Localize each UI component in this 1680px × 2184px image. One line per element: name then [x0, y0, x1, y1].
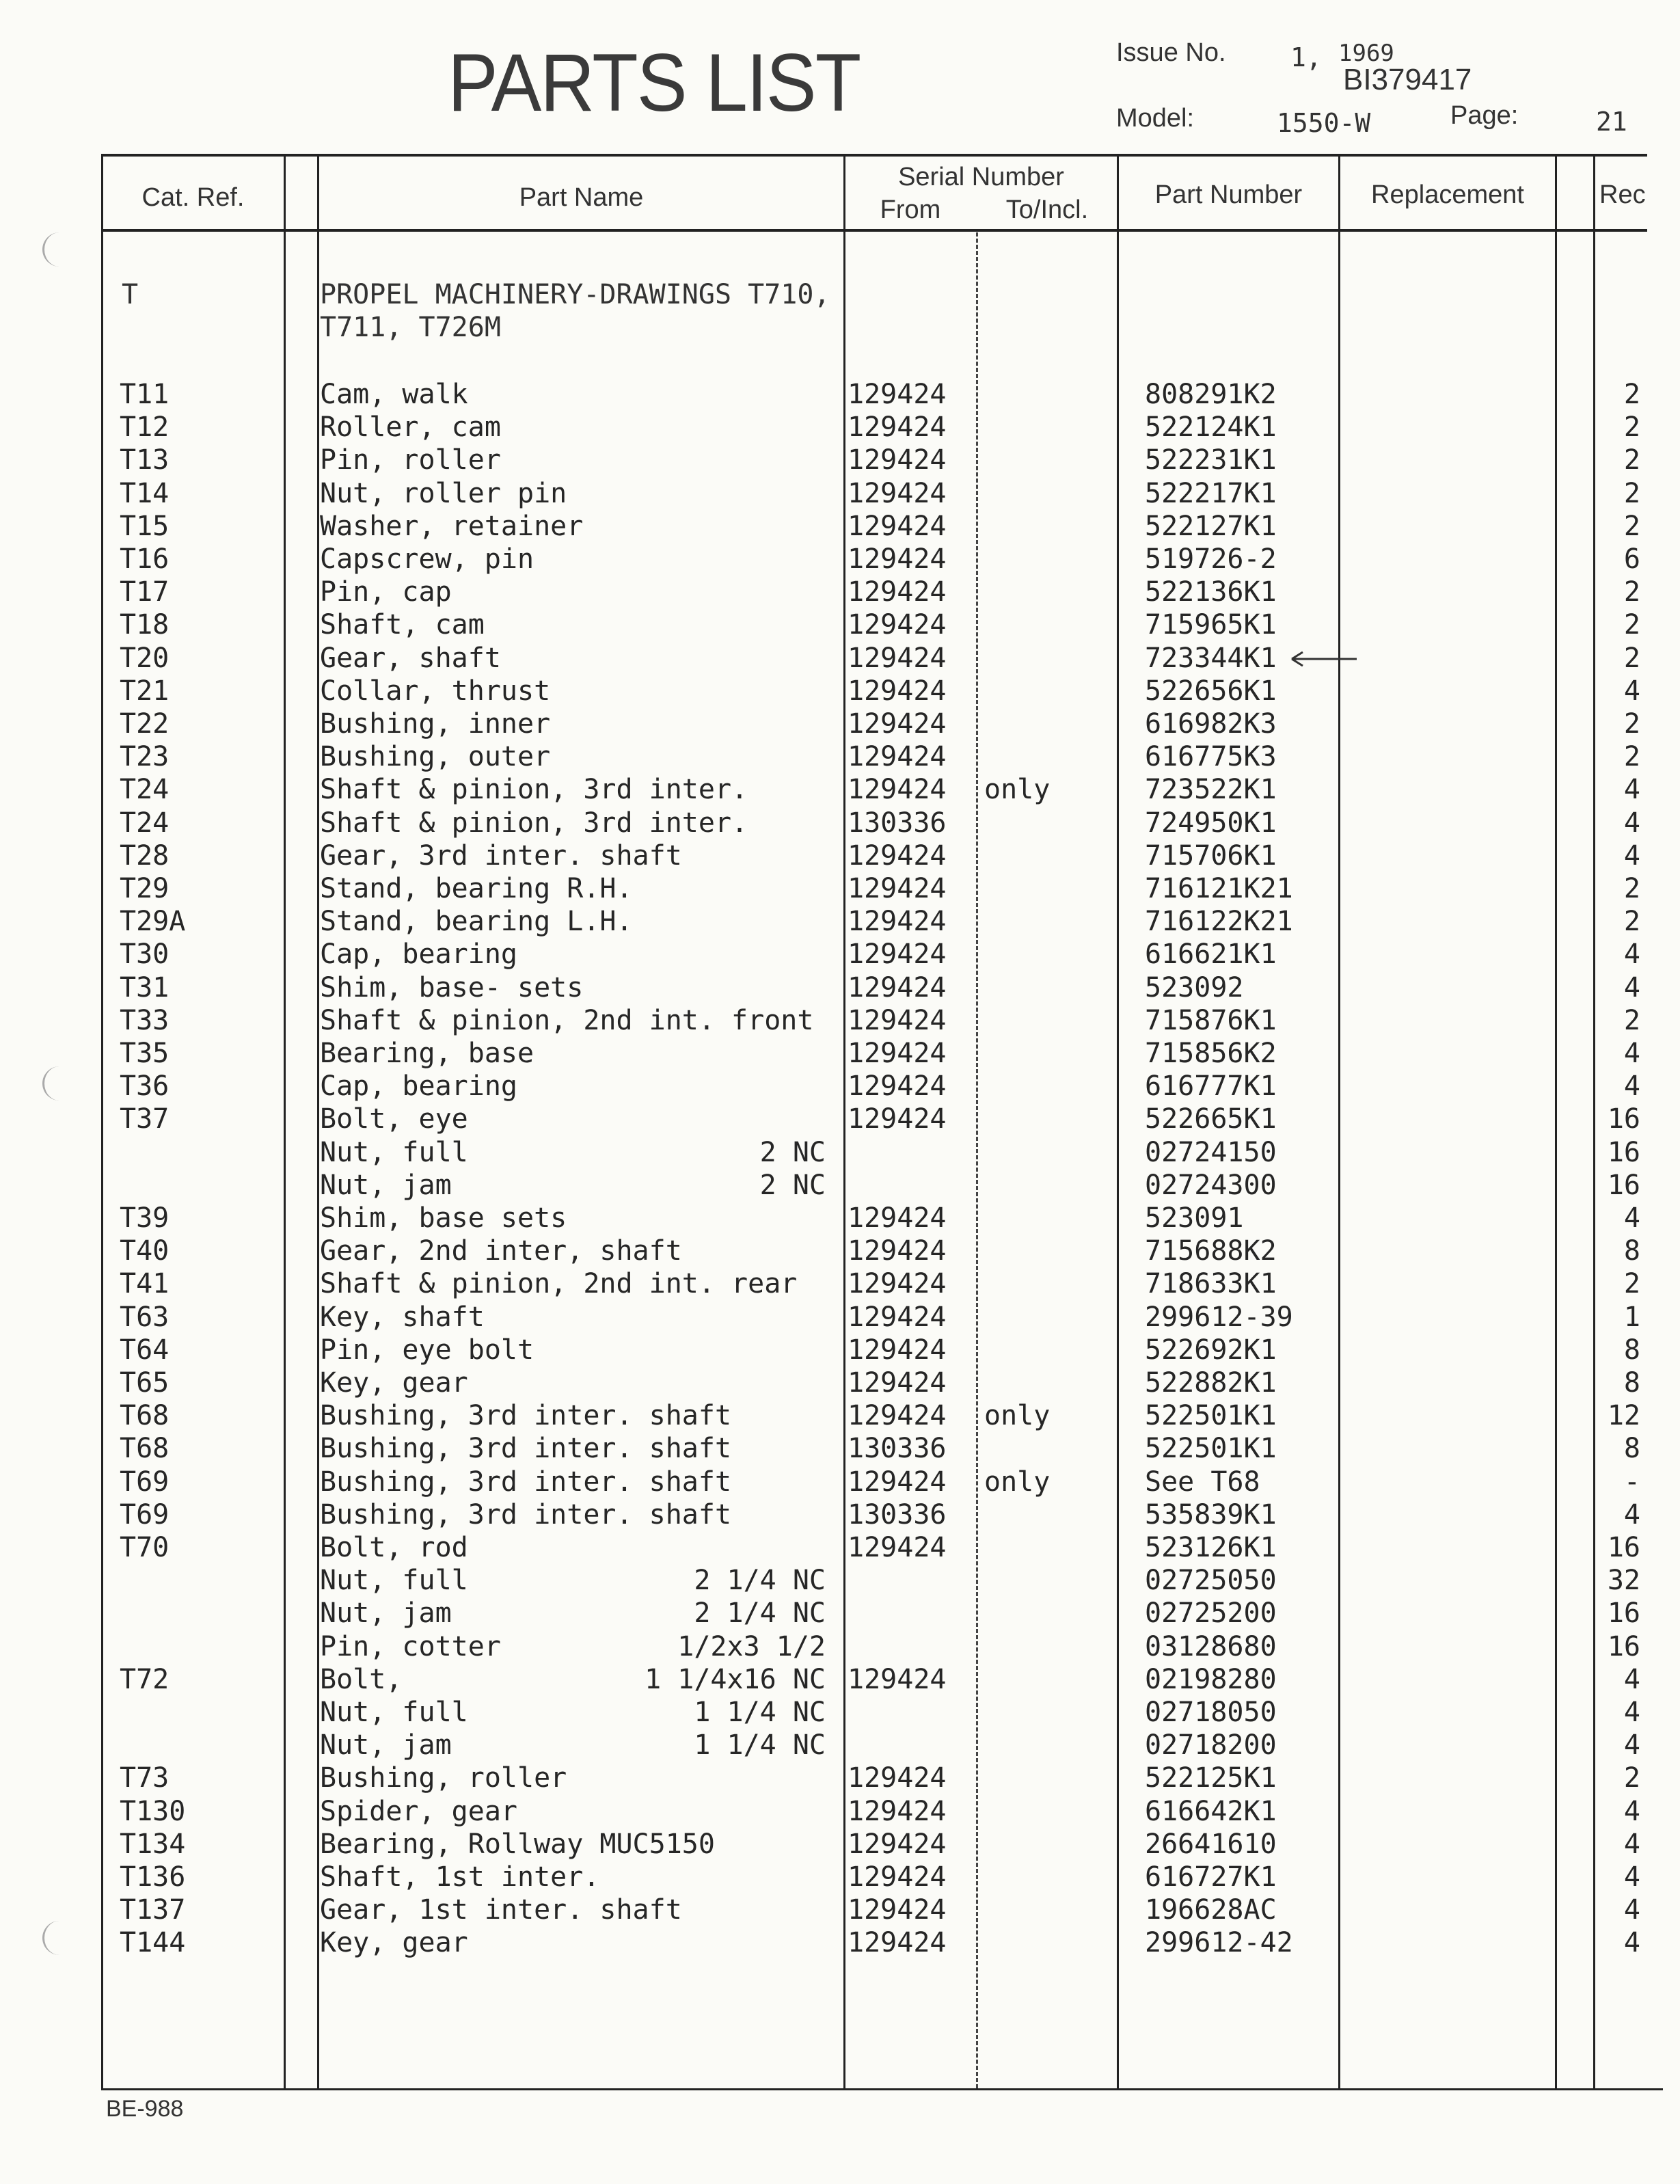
- cat-ref-cell: T65: [120, 1367, 170, 1399]
- serial-from-cell: 129424: [848, 511, 947, 542]
- quantity-cell: 4: [1623, 1796, 1640, 1827]
- binding-hole-mark: [42, 1921, 65, 1955]
- serial-to-cell: only: [984, 774, 1051, 805]
- part-number-cell: 522217K1: [1145, 478, 1277, 509]
- quantity-cell: 1: [1623, 1302, 1640, 1333]
- serial-to-cell: only: [984, 1400, 1051, 1431]
- part-name-cell: Nut, jam: [320, 1170, 452, 1201]
- serial-to-cell: only: [984, 1466, 1051, 1498]
- part-name-cell: Nut, jam: [320, 1729, 452, 1761]
- part-number-cell: 715965K1: [1145, 609, 1277, 641]
- form-number: BE-988: [106, 2096, 184, 2122]
- cat-ref-cell: T15: [120, 511, 170, 542]
- quantity-cell: 32: [1607, 1565, 1640, 1596]
- size-spec-cell: 1 1/4x16 NC: [645, 1664, 826, 1695]
- cat-ref-cell: T28: [120, 840, 170, 872]
- serial-from-cell: 129424: [848, 444, 947, 476]
- cat-ref-cell: T134: [120, 1829, 186, 1860]
- part-number-cell: 535839K1: [1145, 1499, 1277, 1531]
- size-spec-cell: 1 1/4 NC: [694, 1729, 826, 1761]
- part-number-cell: 03128680: [1145, 1631, 1277, 1662]
- serial-from-cell: 129424: [848, 543, 947, 575]
- part-name-cell: Shaft, 1st inter.: [320, 1861, 600, 1893]
- part-name-cell: Cap, bearing: [320, 939, 517, 970]
- quantity-cell: 8: [1623, 1334, 1640, 1366]
- quantity-cell: 16: [1607, 1137, 1640, 1168]
- serial-from-cell: 129424: [848, 1302, 947, 1333]
- table-left-border: [101, 154, 103, 2090]
- part-number-cell: 716121K21: [1145, 873, 1293, 904]
- part-number-cell: 616777K1: [1145, 1070, 1277, 1102]
- cat-ref-cell: T23: [120, 741, 170, 772]
- part-number-cell: 02725200: [1145, 1597, 1277, 1629]
- quantity-cell: 2: [1623, 478, 1640, 509]
- quantity-cell: 6: [1623, 543, 1640, 575]
- part-number-cell: 522882K1: [1145, 1367, 1277, 1399]
- cat-ref-cell: T69: [120, 1499, 170, 1531]
- col-divider-from-to: [976, 232, 978, 2088]
- part-name-cell: Pin, roller: [320, 444, 501, 476]
- part-number-cell: 715856K2: [1145, 1038, 1277, 1069]
- serial-from-cell: 129424: [848, 1532, 947, 1563]
- quantity-cell: 4: [1623, 1927, 1640, 1958]
- col-part-number: Part Number: [1154, 180, 1303, 209]
- part-number-cell: 723344K1: [1145, 643, 1277, 674]
- size-spec-cell: 1 1/4 NC: [694, 1697, 826, 1728]
- part-name-cell: Shim, base sets: [320, 1202, 567, 1234]
- part-name-cell: Key, gear: [320, 1367, 468, 1399]
- part-name-cell: Nut, full: [320, 1697, 468, 1728]
- col-divider-partnumber: [1117, 154, 1119, 2090]
- serial-from-cell: 129424: [848, 1762, 947, 1794]
- col-divider-2: [317, 154, 319, 2090]
- cat-ref-cell: T17: [120, 576, 170, 608]
- part-name-cell: Nut, jam: [320, 1597, 452, 1629]
- quantity-cell: -: [1623, 1466, 1640, 1498]
- page-title: PARTS LIST: [448, 37, 861, 129]
- serial-from-cell: 129424: [848, 379, 947, 410]
- part-name-cell: Shaft & pinion, 3rd inter.: [320, 774, 748, 805]
- part-name-cell: Gear, shaft: [320, 643, 501, 674]
- cat-ref-cell: T29: [120, 873, 170, 904]
- cat-ref-cell: T35: [120, 1038, 170, 1069]
- quantity-cell: 4: [1623, 807, 1640, 839]
- part-name-cell: Stand, bearing L.H.: [320, 906, 633, 937]
- cat-ref-cell: T72: [120, 1664, 170, 1695]
- quantity-cell: 2: [1623, 609, 1640, 641]
- cat-ref-cell: T31: [120, 972, 170, 1003]
- section-ref: T: [122, 279, 139, 310]
- page-value: 21: [1596, 107, 1627, 137]
- cat-ref-cell: T11: [120, 379, 170, 410]
- part-number-cell: See T68: [1145, 1466, 1260, 1498]
- quantity-cell: 8: [1623, 1235, 1640, 1267]
- cat-ref-cell: T20: [120, 643, 170, 674]
- part-name-cell: Bushing, 3rd inter. shaft: [320, 1466, 732, 1498]
- part-name-cell: Pin, cotter: [320, 1631, 501, 1662]
- part-number-cell: 616775K3: [1145, 741, 1277, 772]
- part-name-cell: Key, gear: [320, 1927, 468, 1958]
- part-name-cell: Bushing, outer: [320, 741, 551, 772]
- part-number-cell: 715876K1: [1145, 1005, 1277, 1036]
- cat-ref-cell: T130: [120, 1796, 186, 1827]
- part-number-cell: 715688K2: [1145, 1235, 1277, 1267]
- part-name-cell: Pin, eye bolt: [320, 1334, 534, 1366]
- quantity-cell: 2: [1623, 741, 1640, 772]
- part-number-cell: 02198280: [1145, 1664, 1277, 1695]
- part-name-cell: Gear, 3rd inter. shaft: [320, 840, 682, 872]
- section-title-line2: T711, T726M: [320, 312, 501, 343]
- part-number-cell: 299612-39: [1145, 1302, 1293, 1333]
- part-name-cell: Gear, 1st inter. shaft: [320, 1894, 682, 1926]
- cat-ref-cell: T24: [120, 807, 170, 839]
- part-name-cell: Bearing, Rollway MUC5150: [320, 1829, 715, 1860]
- part-name-cell: Bolt, eye: [320, 1103, 468, 1135]
- serial-from-cell: 129424: [848, 774, 947, 805]
- serial-from-cell: 129424: [848, 840, 947, 872]
- quantity-cell: 4: [1623, 774, 1640, 805]
- col-req: Rec: [1599, 180, 1646, 209]
- part-name-cell: Capscrew, pin: [320, 543, 534, 575]
- part-number-cell: 02724300: [1145, 1170, 1277, 1201]
- serial-from-cell: 129424: [848, 939, 947, 970]
- part-name-cell: Stand, bearing R.H.: [320, 873, 633, 904]
- quantity-cell: 2: [1623, 1762, 1640, 1794]
- quantity-cell: 2: [1623, 576, 1640, 608]
- cat-ref-cell: T21: [120, 675, 170, 707]
- part-number-cell: 522136K1: [1145, 576, 1277, 608]
- part-number-cell: 522692K1: [1145, 1334, 1277, 1366]
- cat-ref-cell: T68: [120, 1433, 170, 1464]
- cat-ref-cell: T63: [120, 1302, 170, 1333]
- col-to-incl: To/Incl.: [1005, 196, 1089, 224]
- size-spec-cell: 2 NC: [759, 1137, 826, 1168]
- quantity-cell: 8: [1623, 1433, 1640, 1464]
- cat-ref-cell: T22: [120, 708, 170, 740]
- quantity-cell: 4: [1623, 939, 1640, 970]
- part-name-cell: Pin, cap: [320, 576, 452, 608]
- cat-ref-cell: T13: [120, 444, 170, 476]
- part-name-cell: Bushing, roller: [320, 1762, 567, 1794]
- part-name-cell: Bushing, 3rd inter. shaft: [320, 1499, 732, 1531]
- serial-from-cell: 129424: [848, 1235, 947, 1267]
- serial-from-cell: 129424: [848, 741, 947, 772]
- part-number-cell: 02718200: [1145, 1729, 1277, 1761]
- doc-number: BI379417: [1343, 63, 1472, 96]
- serial-from-cell: 130336: [848, 1499, 947, 1531]
- serial-from-cell: 129424: [848, 1103, 947, 1135]
- serial-from-cell: 129424: [848, 708, 947, 740]
- cat-ref-cell: T69: [120, 1466, 170, 1498]
- part-number-cell: 522125K1: [1145, 1762, 1277, 1794]
- part-name-cell: Key, shaft: [320, 1302, 485, 1333]
- part-number-cell: 724950K1: [1145, 807, 1277, 839]
- serial-from-cell: 130336: [848, 1433, 947, 1464]
- col-divider-1: [284, 154, 286, 2090]
- quantity-cell: 12: [1607, 1400, 1640, 1431]
- part-number-cell: 522124K1: [1145, 412, 1277, 443]
- cat-ref-cell: T18: [120, 609, 170, 641]
- quantity-cell: 2: [1623, 1005, 1640, 1036]
- quantity-cell: 4: [1623, 1861, 1640, 1893]
- quantity-cell: 2: [1623, 906, 1640, 937]
- serial-from-cell: 129424: [848, 906, 947, 937]
- part-name-cell: Roller, cam: [320, 412, 501, 443]
- issue-value: 1,: [1290, 42, 1322, 72]
- quantity-cell: 2: [1623, 379, 1640, 410]
- part-name-cell: Shaft & pinion, 2nd int. front: [320, 1005, 814, 1036]
- serial-from-cell: 129424: [848, 1268, 947, 1299]
- binding-hole-mark: [42, 1066, 65, 1101]
- quantity-cell: 2: [1623, 643, 1640, 674]
- serial-from-cell: 129424: [848, 1038, 947, 1069]
- part-name-cell: Bushing, 3rd inter. shaft: [320, 1433, 732, 1464]
- cat-ref-cell: T30: [120, 939, 170, 970]
- quantity-cell: 2: [1623, 444, 1640, 476]
- serial-from-cell: 129424: [848, 1202, 947, 1234]
- cat-ref-cell: T12: [120, 412, 170, 443]
- part-name-cell: Bolt, rod: [320, 1532, 468, 1563]
- part-name-cell: Bushing, inner: [320, 708, 551, 740]
- cat-ref-cell: T24: [120, 774, 170, 805]
- part-name-cell: Nut, full: [320, 1565, 468, 1596]
- part-name-cell: Shaft, cam: [320, 609, 485, 641]
- part-name-cell: Bolt,: [320, 1664, 403, 1695]
- quantity-cell: 4: [1623, 1202, 1640, 1234]
- cat-ref-cell: T37: [120, 1103, 170, 1135]
- quantity-cell: 16: [1607, 1170, 1640, 1201]
- quantity-cell: 4: [1623, 840, 1640, 872]
- size-spec-cell: 2 1/4 NC: [694, 1597, 826, 1629]
- part-number-cell: 522231K1: [1145, 444, 1277, 476]
- col-divider-serial: [843, 154, 845, 2090]
- col-divider-3: [1555, 154, 1557, 2090]
- cat-ref-cell: T29A: [120, 906, 186, 937]
- section-title-line1: PROPEL MACHINERY-DRAWINGS T710,: [320, 279, 830, 310]
- col-replacement: Replacement: [1371, 180, 1524, 209]
- part-number-cell: 715706K1: [1145, 840, 1277, 872]
- part-number-cell: 716122K21: [1145, 906, 1293, 937]
- serial-from-cell: 129424: [848, 1927, 947, 1958]
- part-number-cell: 522501K1: [1145, 1400, 1277, 1431]
- part-number-cell: 196628AC: [1145, 1894, 1277, 1926]
- part-name-cell: Cam, walk: [320, 379, 468, 410]
- part-name-cell: Shim, base- sets: [320, 972, 584, 1003]
- part-name-cell: Washer, retainer: [320, 511, 584, 542]
- cat-ref-cell: T73: [120, 1762, 170, 1794]
- quantity-cell: 8: [1623, 1367, 1640, 1399]
- quantity-cell: 4: [1623, 1829, 1640, 1860]
- quantity-cell: 2: [1623, 412, 1640, 443]
- model-value: 1550-W: [1277, 108, 1371, 138]
- serial-from-cell: 129424: [848, 1664, 947, 1695]
- cat-ref-cell: T144: [120, 1927, 186, 1958]
- binding-hole-mark: [42, 232, 65, 267]
- part-name-cell: Gear, 2nd inter, shaft: [320, 1235, 682, 1267]
- quantity-cell: 4: [1623, 675, 1640, 707]
- quantity-cell: 2: [1623, 708, 1640, 740]
- col-divider-replacement: [1338, 154, 1340, 2090]
- serial-from-cell: 129424: [848, 1334, 947, 1366]
- quantity-cell: 16: [1607, 1103, 1640, 1135]
- part-number-cell: 723522K1: [1145, 774, 1277, 805]
- part-number-cell: 522127K1: [1145, 511, 1277, 542]
- cat-ref-cell: T137: [120, 1894, 186, 1926]
- quantity-cell: 4: [1623, 1070, 1640, 1102]
- serial-from-cell: 129424: [848, 675, 947, 707]
- part-name-cell: Collar, thrust: [320, 675, 551, 707]
- serial-from-cell: 129424: [848, 576, 947, 608]
- part-number-cell: 522656K1: [1145, 675, 1277, 707]
- serial-from-cell: 129424: [848, 972, 947, 1003]
- serial-from-cell: 130336: [848, 807, 947, 839]
- issue-label: Issue No.: [1116, 38, 1226, 67]
- model-label: Model:: [1116, 104, 1195, 133]
- part-number-cell: 616642K1: [1145, 1796, 1277, 1827]
- cat-ref-cell: T68: [120, 1400, 170, 1431]
- part-number-cell: 616621K1: [1145, 939, 1277, 970]
- part-number-cell: 522501K1: [1145, 1433, 1277, 1464]
- part-number-cell: 522665K1: [1145, 1103, 1277, 1135]
- part-name-cell: Cap, bearing: [320, 1070, 517, 1102]
- cat-ref-cell: T41: [120, 1268, 170, 1299]
- part-number-cell: 808291K2: [1145, 379, 1277, 410]
- quantity-cell: 4: [1623, 1038, 1640, 1069]
- part-name-cell: Nut, roller pin: [320, 478, 567, 509]
- part-name-cell: Spider, gear: [320, 1796, 517, 1827]
- part-number-cell: 299612-42: [1145, 1927, 1293, 1958]
- col-part-name: Part Name: [519, 183, 644, 212]
- table-header-rule: [101, 229, 1647, 232]
- part-name-cell: Bushing, 3rd inter. shaft: [320, 1400, 732, 1431]
- quantity-cell: 4: [1623, 1729, 1640, 1761]
- part-number-cell: 523091: [1145, 1202, 1244, 1234]
- part-number-cell: 616982K3: [1145, 708, 1277, 740]
- quantity-cell: 16: [1607, 1597, 1640, 1629]
- quantity-cell: 4: [1623, 1664, 1640, 1695]
- size-spec-cell: 1/2x3 1/2: [677, 1631, 826, 1662]
- part-name-cell: Shaft & pinion, 2nd int. rear: [320, 1268, 798, 1299]
- cat-ref-cell: T33: [120, 1005, 170, 1036]
- cat-ref-cell: T36: [120, 1070, 170, 1102]
- size-spec-cell: 2 1/4 NC: [694, 1565, 826, 1596]
- part-number-cell: 519726-2: [1145, 543, 1277, 575]
- serial-from-cell: 129424: [848, 1367, 947, 1399]
- serial-from-cell: 129424: [848, 643, 947, 674]
- cat-ref-cell: T16: [120, 543, 170, 575]
- quantity-cell: 2: [1623, 511, 1640, 542]
- part-number-cell: 616727K1: [1145, 1861, 1277, 1893]
- col-from: From: [880, 196, 941, 224]
- part-name-cell: Nut, full: [320, 1137, 468, 1168]
- serial-from-cell: 129424: [848, 1400, 947, 1431]
- quantity-cell: 2: [1623, 1268, 1640, 1299]
- quantity-cell: 4: [1623, 972, 1640, 1003]
- cat-ref-cell: T70: [120, 1532, 170, 1563]
- serial-from-cell: 129424: [848, 478, 947, 509]
- col-serial-number: Serial Number: [898, 163, 1064, 191]
- serial-from-cell: 129424: [848, 412, 947, 443]
- cat-ref-cell: T136: [120, 1861, 186, 1893]
- table-bottom-rule: [101, 2088, 1663, 2090]
- part-number-cell: 523092: [1145, 972, 1244, 1003]
- quantity-cell: 16: [1607, 1532, 1640, 1563]
- issue-year: 1969: [1338, 40, 1394, 67]
- part-number-cell: 523126K1: [1145, 1532, 1277, 1563]
- serial-from-cell: 129424: [848, 873, 947, 904]
- handwritten-arrow-icon: [1285, 649, 1360, 669]
- part-name-cell: Bearing, base: [320, 1038, 534, 1069]
- part-number-cell: 02724150: [1145, 1137, 1277, 1168]
- quantity-cell: 4: [1623, 1499, 1640, 1531]
- serial-from-cell: 129424: [848, 1070, 947, 1102]
- quantity-cell: 4: [1623, 1894, 1640, 1926]
- table-top-rule: [101, 154, 1647, 157]
- quantity-cell: 16: [1607, 1631, 1640, 1662]
- serial-from-cell: 129424: [848, 609, 947, 641]
- size-spec-cell: 2 NC: [759, 1170, 826, 1201]
- part-number-cell: 26641610: [1145, 1829, 1277, 1860]
- cat-ref-cell: T64: [120, 1334, 170, 1366]
- serial-from-cell: 129424: [848, 1466, 947, 1498]
- part-number-cell: 02718050: [1145, 1697, 1277, 1728]
- serial-from-cell: 129424: [848, 1861, 947, 1893]
- part-name-cell: Shaft & pinion, 3rd inter.: [320, 807, 748, 839]
- cat-ref-cell: T39: [120, 1202, 170, 1234]
- col-cat-ref: Cat. Ref.: [141, 183, 245, 212]
- cat-ref-cell: T14: [120, 478, 170, 509]
- quantity-cell: 4: [1623, 1697, 1640, 1728]
- serial-from-cell: 129424: [848, 1796, 947, 1827]
- page-label: Page:: [1450, 101, 1519, 130]
- serial-from-cell: 129424: [848, 1829, 947, 1860]
- cat-ref-cell: T40: [120, 1235, 170, 1267]
- serial-from-cell: 129424: [848, 1005, 947, 1036]
- quantity-cell: 2: [1623, 873, 1640, 904]
- serial-from-cell: 129424: [848, 1894, 947, 1926]
- part-number-cell: 718633K1: [1145, 1268, 1277, 1299]
- part-number-cell: 02725050: [1145, 1565, 1277, 1596]
